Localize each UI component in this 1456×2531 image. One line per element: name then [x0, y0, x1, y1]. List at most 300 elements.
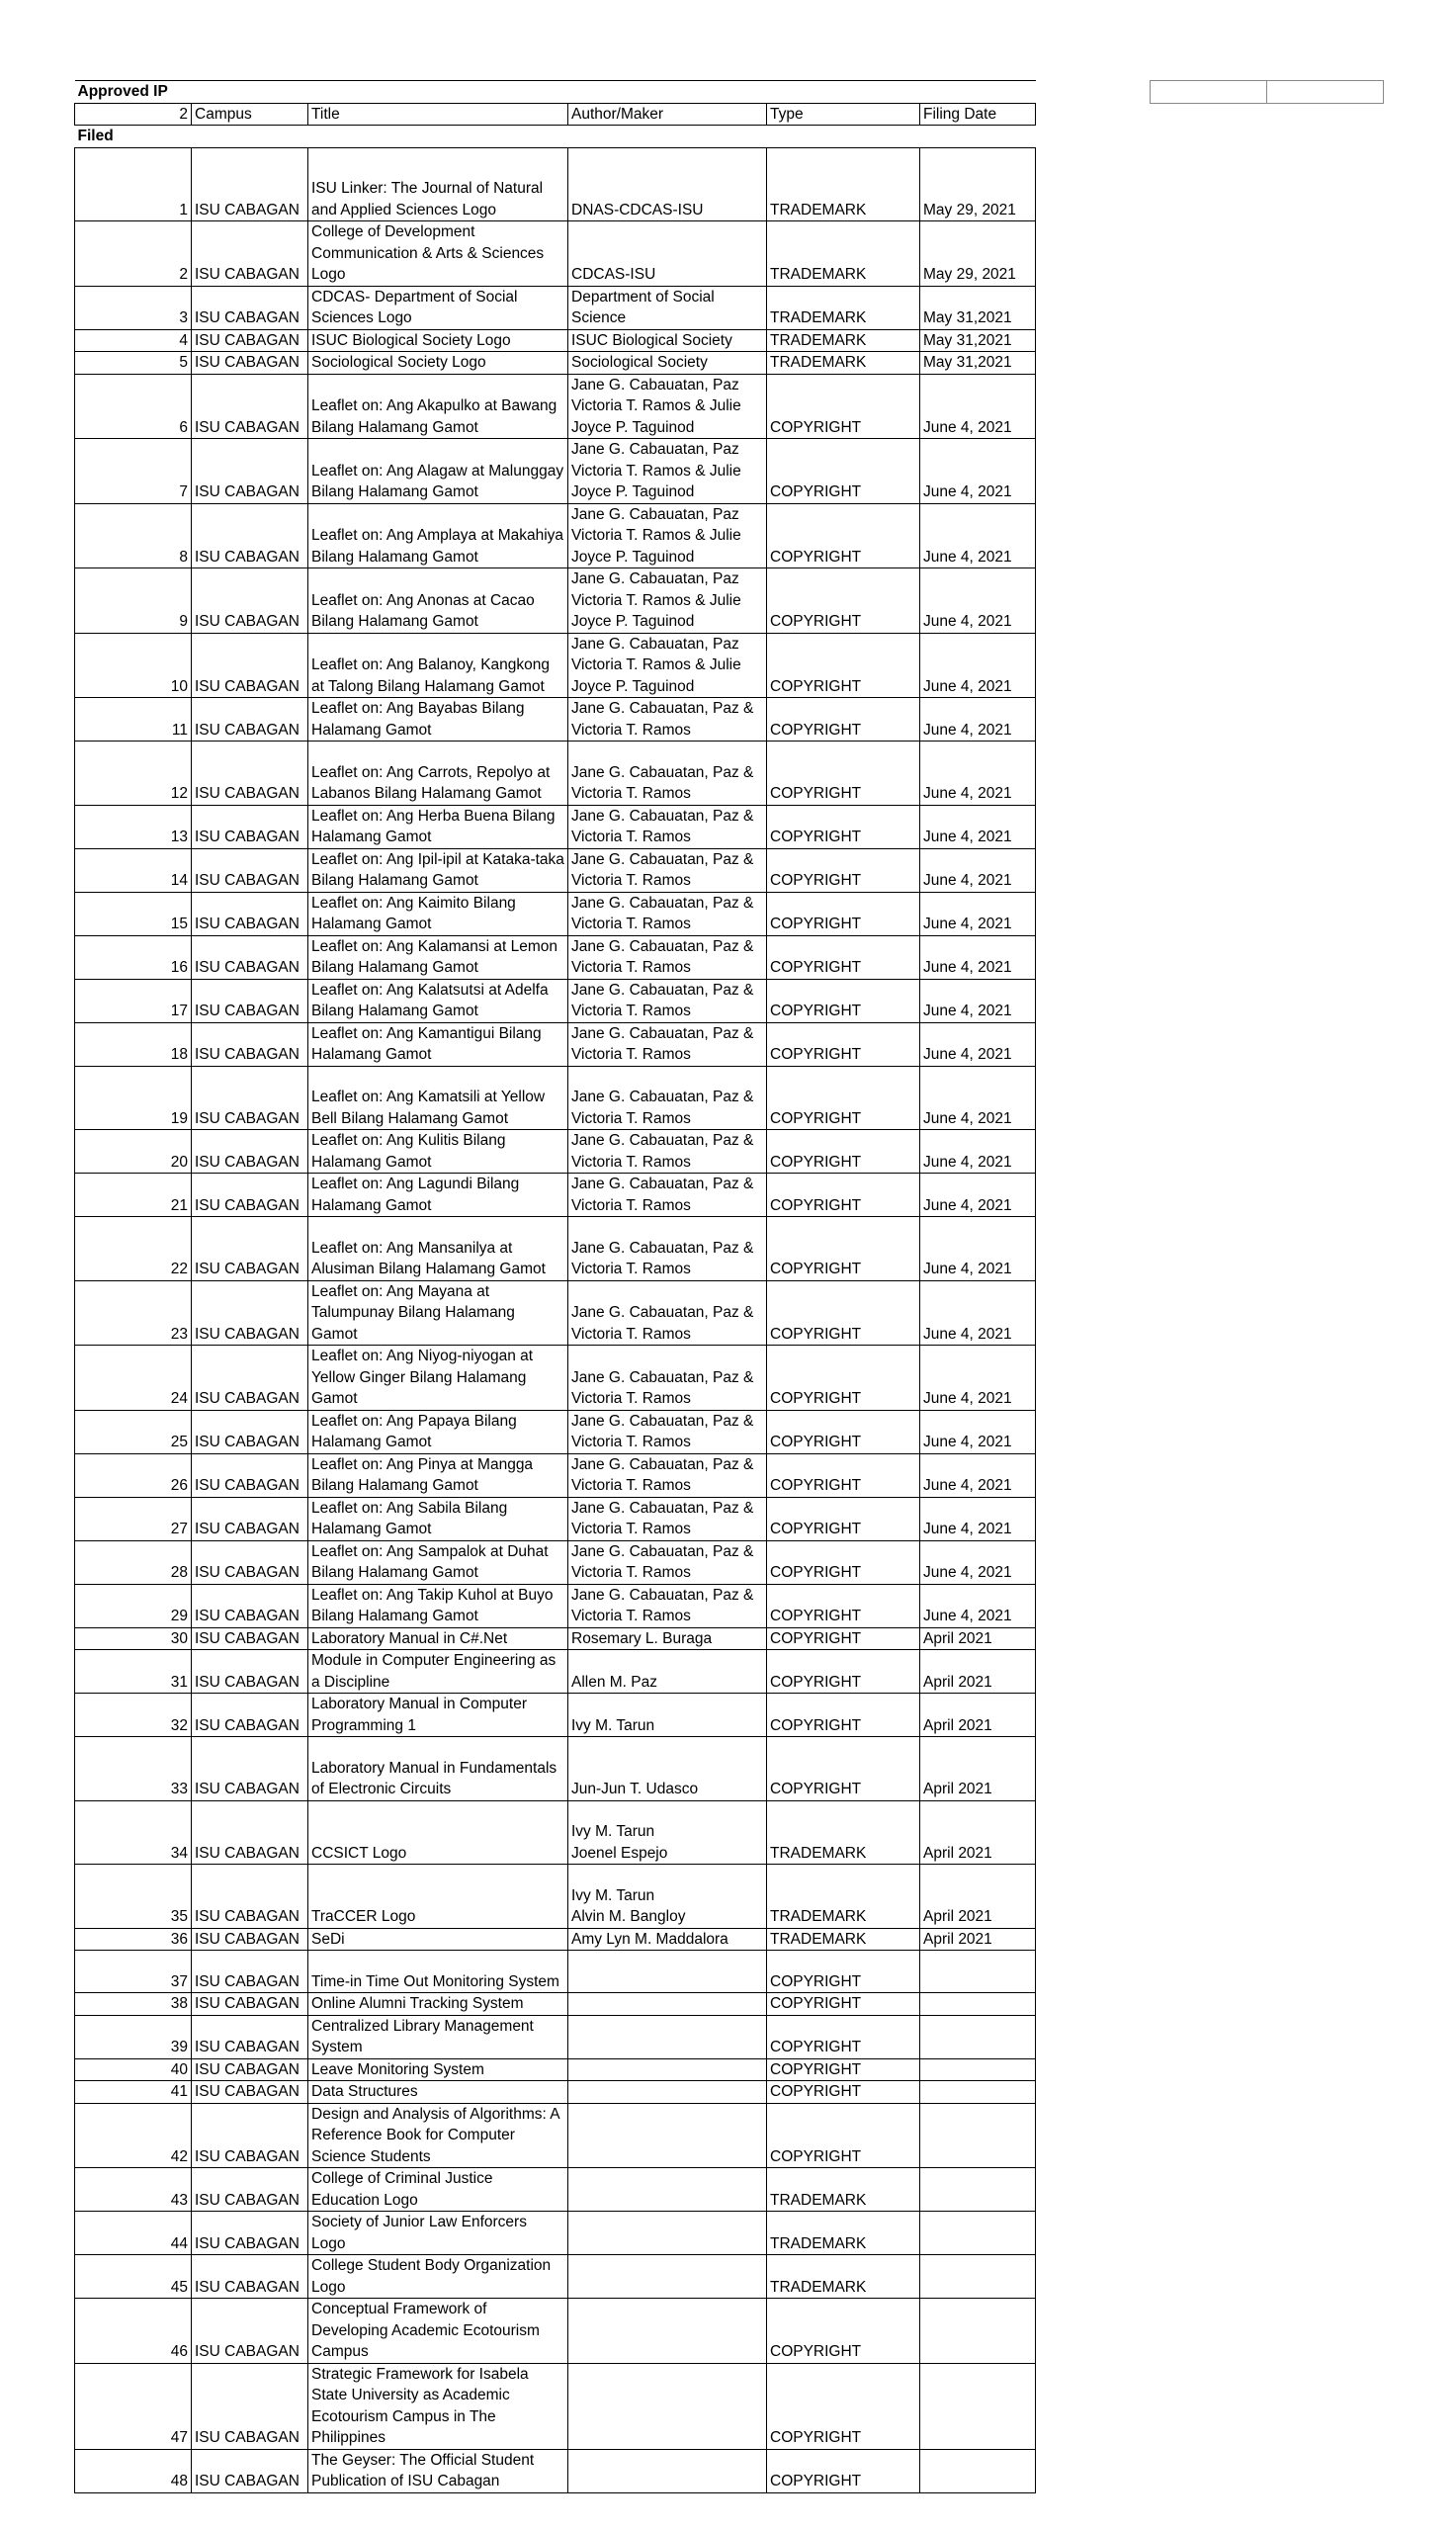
- cell-num: 39: [75, 2015, 192, 2058]
- cell-date: [920, 2015, 1036, 2058]
- cell-author: [568, 2058, 767, 2081]
- cell-title: Leave Monitoring System: [308, 2058, 568, 2081]
- cell-type: COPYRIGHT: [767, 1627, 920, 1650]
- cell-date: May 31,2021: [920, 352, 1036, 375]
- cell-title: Module in Computer Engineering as a Discipline: [308, 1650, 568, 1694]
- cell-type: TRADEMARK: [767, 147, 920, 221]
- cell-type: TRADEMARK: [767, 1928, 920, 1951]
- cell-type: COPYRIGHT: [767, 935, 920, 979]
- cell-num: 42: [75, 2103, 192, 2168]
- cell-author: Jane G. Cabauatan, Paz & Victoria T. Ramos: [568, 1410, 767, 1453]
- table-row: [75, 2103, 1036, 2168]
- cell-type: COPYRIGHT: [767, 1022, 920, 1066]
- cell-campus: ISU CABAGAN: [192, 2103, 308, 2168]
- cell-campus: ISU CABAGAN: [192, 503, 308, 568]
- cell-num: 29: [75, 1584, 192, 1627]
- table-row: [75, 1694, 1036, 1737]
- cell-type: TRADEMARK: [767, 2255, 920, 2299]
- cell-num: 26: [75, 1453, 192, 1497]
- cell-campus: ISU CABAGAN: [192, 2081, 308, 2104]
- cell-num: 25: [75, 1410, 192, 1453]
- cell-num: 48: [75, 2449, 192, 2492]
- table-row: [75, 1497, 1036, 1540]
- cell-campus: ISU CABAGAN: [192, 2299, 308, 2364]
- cell-type: COPYRIGHT: [767, 503, 920, 568]
- cell-campus: ISU CABAGAN: [192, 2015, 308, 2058]
- cell-author: Rosemary L. Buraga: [568, 1627, 767, 1650]
- cell-title: Leaflet on: Ang Alagaw at Malunggay Bilang Halamang Gamot: [308, 439, 568, 504]
- cell-title: Leaflet on: Ang Lagundi Bilang Halamang Gamot: [308, 1174, 568, 1217]
- cell-campus: ISU CABAGAN: [192, 742, 308, 806]
- table-row: [75, 1217, 1036, 1281]
- cell-campus: ISU CABAGAN: [192, 848, 308, 892]
- cell-type: COPYRIGHT: [767, 439, 920, 504]
- cell-campus: ISU CABAGAN: [192, 2363, 308, 2449]
- cell-campus: ISU CABAGAN: [192, 221, 308, 287]
- cell-author: Jane G. Cabauatan, Paz Victoria T. Ramos & Julie Joyce P. Taguinod: [568, 503, 767, 568]
- cell-author: Jane G. Cabauatan, Paz & Victoria T. Ramos: [568, 1066, 767, 1130]
- cell-campus: ISU CABAGAN: [192, 1694, 308, 1737]
- cell-num: 46: [75, 2299, 192, 2364]
- cell-campus: ISU CABAGAN: [192, 2168, 308, 2212]
- table-row: [75, 2255, 1036, 2299]
- cell-author: DNAS-CDCAS-ISU: [568, 147, 767, 221]
- table-row: [75, 329, 1036, 352]
- table-row: [75, 2212, 1036, 2255]
- cell-date: May 29, 2021: [920, 221, 1036, 287]
- table-row: [75, 1540, 1036, 1584]
- table-row: [75, 439, 1036, 504]
- cell-num: 14: [75, 848, 192, 892]
- cell-campus: ISU CABAGAN: [192, 439, 308, 504]
- cell-num: 1: [75, 147, 192, 221]
- cell-date: [920, 2058, 1036, 2081]
- table-row: [75, 1453, 1036, 1497]
- cell-author: [568, 1993, 767, 2016]
- cell-campus: ISU CABAGAN: [192, 1130, 308, 1174]
- table-row: [75, 1174, 1036, 1217]
- cell-type: COPYRIGHT: [767, 1066, 920, 1130]
- cell-num: 16: [75, 935, 192, 979]
- header-row: [75, 103, 1036, 126]
- cell-title: Sociological Society Logo: [308, 352, 568, 375]
- cell-date: April 2021: [920, 1865, 1036, 1929]
- cell-date: June 4, 2021: [920, 979, 1036, 1022]
- cell-date: June 4, 2021: [920, 1130, 1036, 1174]
- cell-title: Leaflet on: Ang Mansanilya at Alusiman Bilang Halamang Gamot: [308, 1217, 568, 1281]
- cell-author: Amy Lyn M. Maddalora: [568, 1928, 767, 1951]
- table-row: [75, 805, 1036, 848]
- table-row: [75, 2299, 1036, 2364]
- cell-campus: ISU CABAGAN: [192, 979, 308, 1022]
- cell-campus: ISU CABAGAN: [192, 1584, 308, 1627]
- table-row: [75, 1346, 1036, 1411]
- cell-title: Conceptual Framework of Developing Academic Ecotourism Campus: [308, 2299, 568, 2364]
- cell-author: [568, 2103, 767, 2168]
- cell-date: May 31,2021: [920, 329, 1036, 352]
- cell-campus: ISU CABAGAN: [192, 1993, 308, 2016]
- cell-title: Online Alumni Tracking System: [308, 1993, 568, 2016]
- cell-date: June 4, 2021: [920, 503, 1036, 568]
- cell-author: Sociological Society: [568, 352, 767, 375]
- cell-campus: ISU CABAGAN: [192, 329, 308, 352]
- cell-title: Leaflet on: Ang Kamantigui Bilang Halamang Gamot: [308, 1022, 568, 1066]
- cell-type: COPYRIGHT: [767, 1540, 920, 1584]
- cell-title: Laboratory Manual in Fundamentals of Electronic Circuits: [308, 1737, 568, 1801]
- cell-num: 43: [75, 2168, 192, 2212]
- cell-num: 33: [75, 1737, 192, 1801]
- table-row: [75, 935, 1036, 979]
- cell-num: 19: [75, 1066, 192, 1130]
- cell-title: Leaflet on: Ang Herba Buena Bilang Halamang Gamot: [308, 805, 568, 848]
- cell-date: June 4, 2021: [920, 568, 1036, 634]
- cell-title: Leaflet on: Ang Papaya Bilang Halamang Gamot: [308, 1410, 568, 1453]
- cell-author: [568, 1951, 767, 1993]
- cell-date: [920, 2081, 1036, 2104]
- cell-date: June 4, 2021: [920, 633, 1036, 698]
- cell-date: June 4, 2021: [920, 1217, 1036, 1281]
- cell-campus: ISU CABAGAN: [192, 805, 308, 848]
- cell-date: [920, 2363, 1036, 2449]
- cell-title: Leaflet on: Ang Kulitis Bilang Halamang Gamot: [308, 1130, 568, 1174]
- cell-title: TraCCER Logo: [308, 1865, 568, 1929]
- cell-type: COPYRIGHT: [767, 568, 920, 634]
- cell-num: 3: [75, 286, 192, 329]
- cell-date: June 4, 2021: [920, 1584, 1036, 1627]
- ip-table: [74, 80, 1036, 2493]
- cell-date: June 4, 2021: [920, 1497, 1036, 1540]
- cell-title: Society of Junior Law Enforcers Logo: [308, 2212, 568, 2255]
- cell-campus: ISU CABAGAN: [192, 1951, 308, 1993]
- table-row: [75, 1737, 1036, 1801]
- cell-campus: ISU CABAGAN: [192, 286, 308, 329]
- cell-author: Jane G. Cabauatan, Paz & Victoria T. Ramos: [568, 892, 767, 935]
- cell-num: 40: [75, 2058, 192, 2081]
- table-row: [75, 1627, 1036, 1650]
- cell-author: [568, 2168, 767, 2212]
- cell-title: The Geyser: The Official Student Publication of ISU Cabagan: [308, 2449, 568, 2492]
- cell-author: Jun-Jun T. Udasco: [568, 1737, 767, 1801]
- cell-campus: ISU CABAGAN: [192, 2255, 308, 2299]
- cell-date: June 4, 2021: [920, 1022, 1036, 1066]
- cell-title: Leaflet on: Ang Pinya at Mangga Bilang Halamang Gamot: [308, 1453, 568, 1497]
- empty-cell: [1151, 81, 1267, 103]
- header-title: Title: [308, 103, 568, 126]
- cell-type: COPYRIGHT: [767, 848, 920, 892]
- cell-author: Jane G. Cabauatan, Paz Victoria T. Ramos & Julie Joyce P. Taguinod: [568, 439, 767, 504]
- table-row: [75, 1066, 1036, 1130]
- cell-campus: ISU CABAGAN: [192, 935, 308, 979]
- table-row: [75, 979, 1036, 1022]
- section-label: Approved IP: [75, 81, 1036, 104]
- cell-num: 4: [75, 329, 192, 352]
- cell-campus: ISU CABAGAN: [192, 1346, 308, 1411]
- cell-date: June 4, 2021: [920, 1346, 1036, 1411]
- header-date: Filing Date: [920, 103, 1036, 126]
- cell-date: May 31,2021: [920, 286, 1036, 329]
- cell-author: ISUC Biological Society: [568, 329, 767, 352]
- cell-num: 44: [75, 2212, 192, 2255]
- table-row: [75, 848, 1036, 892]
- cell-type: COPYRIGHT: [767, 2081, 920, 2104]
- cell-num: 32: [75, 1694, 192, 1737]
- cell-date: April 2021: [920, 1694, 1036, 1737]
- cell-date: [920, 2212, 1036, 2255]
- cell-type: COPYRIGHT: [767, 1410, 920, 1453]
- cell-type: COPYRIGHT: [767, 2103, 920, 2168]
- empty-cell: [1267, 81, 1383, 103]
- cell-author: Jane G. Cabauatan, Paz & Victoria T. Ramos: [568, 1584, 767, 1627]
- table-row: [75, 2363, 1036, 2449]
- cell-campus: ISU CABAGAN: [192, 1800, 308, 1865]
- cell-num: 18: [75, 1022, 192, 1066]
- table-row: [75, 1993, 1036, 2016]
- cell-title: College Student Body Organization Logo: [308, 2255, 568, 2299]
- header-type: Type: [767, 103, 920, 126]
- cell-num: 35: [75, 1865, 192, 1929]
- cell-title: Leaflet on: Ang Amplaya at Makahiya Bilang Halamang Gamot: [308, 503, 568, 568]
- table-row: [75, 2449, 1036, 2492]
- empty-cells: [1150, 80, 1384, 104]
- cell-campus: ISU CABAGAN: [192, 892, 308, 935]
- cell-author: Jane G. Cabauatan, Paz & Victoria T. Ramos: [568, 1174, 767, 1217]
- table-row: [75, 2081, 1036, 2104]
- table-row: [75, 1951, 1036, 1993]
- cell-type: COPYRIGHT: [767, 1737, 920, 1801]
- table-row: [75, 221, 1036, 287]
- cell-author: Jane G. Cabauatan, Paz & Victoria T. Ramos: [568, 1130, 767, 1174]
- cell-title: Design and Analysis of Algorithms: A Reference Book for Computer Science Students: [308, 2103, 568, 2168]
- cell-author: [568, 2212, 767, 2255]
- cell-title: Strategic Framework for Isabela State University as Academic Ecotourism Campus in The Philippines: [308, 2363, 568, 2449]
- cell-type: TRADEMARK: [767, 1800, 920, 1865]
- cell-title: Leaflet on: Ang Kalamansi at Lemon Bilang Halamang Gamot: [308, 935, 568, 979]
- cell-date: June 4, 2021: [920, 1066, 1036, 1130]
- table-row: [75, 1584, 1036, 1627]
- cell-campus: ISU CABAGAN: [192, 352, 308, 375]
- cell-num: 13: [75, 805, 192, 848]
- cell-type: TRADEMARK: [767, 1865, 920, 1929]
- cell-campus: ISU CABAGAN: [192, 147, 308, 221]
- header-num: 2: [75, 103, 192, 126]
- cell-author: [568, 2081, 767, 2104]
- cell-campus: ISU CABAGAN: [192, 1928, 308, 1951]
- cell-title: College of Criminal Justice Education Logo: [308, 2168, 568, 2212]
- cell-type: COPYRIGHT: [767, 2015, 920, 2058]
- table-row: [75, 1650, 1036, 1694]
- cell-date: April 2021: [920, 1737, 1036, 1801]
- cell-type: COPYRIGHT: [767, 1280, 920, 1346]
- cell-author: Jane G. Cabauatan, Paz Victoria T. Ramos & Julie Joyce P. Taguinod: [568, 568, 767, 634]
- cell-title: Leaflet on: Ang Anonas at Cacao Bilang Halamang Gamot: [308, 568, 568, 634]
- cell-author: CDCAS-ISU: [568, 221, 767, 287]
- cell-num: 22: [75, 1217, 192, 1281]
- cell-campus: ISU CABAGAN: [192, 1410, 308, 1453]
- cell-author: Jane G. Cabauatan, Paz & Victoria T. Ramos: [568, 979, 767, 1022]
- cell-title: Leaflet on: Ang Carrots, Repolyo at Labanos Bilang Halamang Gamot: [308, 742, 568, 806]
- table-row: [75, 1130, 1036, 1174]
- cell-num: 28: [75, 1540, 192, 1584]
- cell-author: Jane G. Cabauatan, Paz & Victoria T. Ramos: [568, 1453, 767, 1497]
- cell-type: COPYRIGHT: [767, 1453, 920, 1497]
- cell-type: COPYRIGHT: [767, 1130, 920, 1174]
- header-author: Author/Maker: [568, 103, 767, 126]
- cell-title: College of Development Communication & Arts & Sciences Logo: [308, 221, 568, 287]
- cell-campus: ISU CABAGAN: [192, 1174, 308, 1217]
- cell-type: COPYRIGHT: [767, 2299, 920, 2364]
- cell-campus: ISU CABAGAN: [192, 1737, 308, 1801]
- filed-label: Filed: [75, 126, 1036, 148]
- cell-type: COPYRIGHT: [767, 2449, 920, 2492]
- cell-author: Department of Social Science: [568, 286, 767, 329]
- cell-num: 6: [75, 374, 192, 439]
- cell-type: COPYRIGHT: [767, 374, 920, 439]
- cell-num: 23: [75, 1280, 192, 1346]
- cell-date: June 4, 2021: [920, 805, 1036, 848]
- cell-campus: ISU CABAGAN: [192, 374, 308, 439]
- cell-title: Leaflet on: Ang Kaimito Bilang Halamang Gamot: [308, 892, 568, 935]
- cell-title: ISU Linker: The Journal of Natural and Applied Sciences Logo: [308, 147, 568, 221]
- cell-title: Leaflet on: Ang Kamatsili at Yellow Bell Bilang Halamang Gamot: [308, 1066, 568, 1130]
- cell-author: Ivy M. Tarun Alvin M. Bangloy: [568, 1865, 767, 1929]
- cell-date: [920, 2168, 1036, 2212]
- cell-date: June 4, 2021: [920, 848, 1036, 892]
- table-row: [75, 1280, 1036, 1346]
- table-row: [75, 147, 1036, 221]
- cell-num: 5: [75, 352, 192, 375]
- cell-author: [568, 2363, 767, 2449]
- cell-date: June 4, 2021: [920, 1453, 1036, 1497]
- table-row: [75, 374, 1036, 439]
- cell-type: COPYRIGHT: [767, 1497, 920, 1540]
- cell-title: Leaflet on: Ang Sabila Bilang Halamang Gamot: [308, 1497, 568, 1540]
- table-row: [75, 503, 1036, 568]
- table-row: [75, 892, 1036, 935]
- cell-title: Time-in Time Out Monitoring System: [308, 1951, 568, 1993]
- cell-num: 36: [75, 1928, 192, 1951]
- cell-num: 8: [75, 503, 192, 568]
- cell-author: [568, 2299, 767, 2364]
- cell-type: COPYRIGHT: [767, 1584, 920, 1627]
- cell-num: 7: [75, 439, 192, 504]
- filed-row: [75, 126, 1036, 148]
- table-row: [75, 1410, 1036, 1453]
- cell-date: June 4, 2021: [920, 439, 1036, 504]
- cell-title: Leaflet on: Ang Sampalok at Duhat Bilang Halamang Gamot: [308, 1540, 568, 1584]
- cell-author: Jane G. Cabauatan, Paz & Victoria T. Ramos: [568, 742, 767, 806]
- table-row: [75, 568, 1036, 634]
- cell-author: Allen M. Paz: [568, 1650, 767, 1694]
- cell-type: COPYRIGHT: [767, 892, 920, 935]
- cell-type: COPYRIGHT: [767, 633, 920, 698]
- table-row: [75, 1022, 1036, 1066]
- cell-title: Leaflet on: Ang Takip Kuhol at Buyo Bilang Halamang Gamot: [308, 1584, 568, 1627]
- cell-campus: ISU CABAGAN: [192, 1540, 308, 1584]
- cell-type: COPYRIGHT: [767, 1346, 920, 1411]
- cell-title: Leaflet on: Ang Balanoy, Kangkong at Talong Bilang Halamang Gamot: [308, 633, 568, 698]
- cell-num: 31: [75, 1650, 192, 1694]
- cell-title: CCSICT Logo: [308, 1800, 568, 1865]
- cell-num: 21: [75, 1174, 192, 1217]
- table-row: [75, 698, 1036, 742]
- cell-date: June 4, 2021: [920, 935, 1036, 979]
- table-row: [75, 1928, 1036, 1951]
- cell-date: June 4, 2021: [920, 1174, 1036, 1217]
- cell-title: Leaflet on: Ang Akapulko at Bawang Bilang Halamang Gamot: [308, 374, 568, 439]
- cell-date: [920, 1993, 1036, 2016]
- cell-title: ISUC Biological Society Logo: [308, 329, 568, 352]
- cell-num: 15: [75, 892, 192, 935]
- cell-type: COPYRIGHT: [767, 1174, 920, 1217]
- cell-type: COPYRIGHT: [767, 1217, 920, 1281]
- cell-date: June 4, 2021: [920, 892, 1036, 935]
- cell-campus: ISU CABAGAN: [192, 2058, 308, 2081]
- cell-title: Laboratory Manual in Computer Programming 1: [308, 1694, 568, 1737]
- cell-num: 41: [75, 2081, 192, 2104]
- cell-type: TRADEMARK: [767, 2212, 920, 2255]
- cell-type: COPYRIGHT: [767, 698, 920, 742]
- cell-author: [568, 2015, 767, 2058]
- cell-date: June 4, 2021: [920, 1540, 1036, 1584]
- cell-author: Jane G. Cabauatan, Paz & Victoria T. Ramos: [568, 1540, 767, 1584]
- table-row: [75, 2168, 1036, 2212]
- cell-num: 11: [75, 698, 192, 742]
- cell-title: Leaflet on: Ang Bayabas Bilang Halamang Gamot: [308, 698, 568, 742]
- cell-type: COPYRIGHT: [767, 1650, 920, 1694]
- cell-author: Jane G. Cabauatan, Paz & Victoria T. Ramos: [568, 935, 767, 979]
- cell-date: April 2021: [920, 1928, 1036, 1951]
- cell-date: [920, 2255, 1036, 2299]
- cell-author: Jane G. Cabauatan, Paz Victoria T. Ramos & Julie Joyce P. Taguinod: [568, 633, 767, 698]
- cell-title: Centralized Library Management System: [308, 2015, 568, 2058]
- cell-num: 20: [75, 1130, 192, 1174]
- cell-type: COPYRIGHT: [767, 979, 920, 1022]
- cell-date: May 29, 2021: [920, 147, 1036, 221]
- cell-type: TRADEMARK: [767, 286, 920, 329]
- cell-num: 27: [75, 1497, 192, 1540]
- cell-date: June 4, 2021: [920, 1280, 1036, 1346]
- table-row: [75, 2058, 1036, 2081]
- section-row: [75, 81, 1036, 104]
- cell-campus: ISU CABAGAN: [192, 633, 308, 698]
- cell-date: April 2021: [920, 1627, 1036, 1650]
- table-row: [75, 1865, 1036, 1929]
- cell-num: 45: [75, 2255, 192, 2299]
- cell-campus: ISU CABAGAN: [192, 1650, 308, 1694]
- cell-type: COPYRIGHT: [767, 2363, 920, 2449]
- cell-title: Leaflet on: Ang Ipil-ipil at Kataka-taka Bilang Halamang Gamot: [308, 848, 568, 892]
- cell-campus: ISU CABAGAN: [192, 2449, 308, 2492]
- cell-type: COPYRIGHT: [767, 1694, 920, 1737]
- cell-type: COPYRIGHT: [767, 742, 920, 806]
- cell-campus: ISU CABAGAN: [192, 1865, 308, 1929]
- cell-date: [920, 1951, 1036, 1993]
- cell-campus: ISU CABAGAN: [192, 1453, 308, 1497]
- cell-num: 2: [75, 221, 192, 287]
- cell-type: COPYRIGHT: [767, 2058, 920, 2081]
- cell-title: SeDi: [308, 1928, 568, 1951]
- cell-type: COPYRIGHT: [767, 1993, 920, 2016]
- cell-num: 38: [75, 1993, 192, 2016]
- cell-num: 24: [75, 1346, 192, 1411]
- cell-author: Jane G. Cabauatan, Paz & Victoria T. Ramos: [568, 1217, 767, 1281]
- cell-title: Leaflet on: Ang Kalatsutsi at Adelfa Bilang Halamang Gamot: [308, 979, 568, 1022]
- cell-date: June 4, 2021: [920, 698, 1036, 742]
- table-row: [75, 742, 1036, 806]
- cell-type: TRADEMARK: [767, 329, 920, 352]
- cell-title: Leaflet on: Ang Niyog-niyogan at Yellow Ginger Bilang Halamang Gamot: [308, 1346, 568, 1411]
- cell-date: [920, 2103, 1036, 2168]
